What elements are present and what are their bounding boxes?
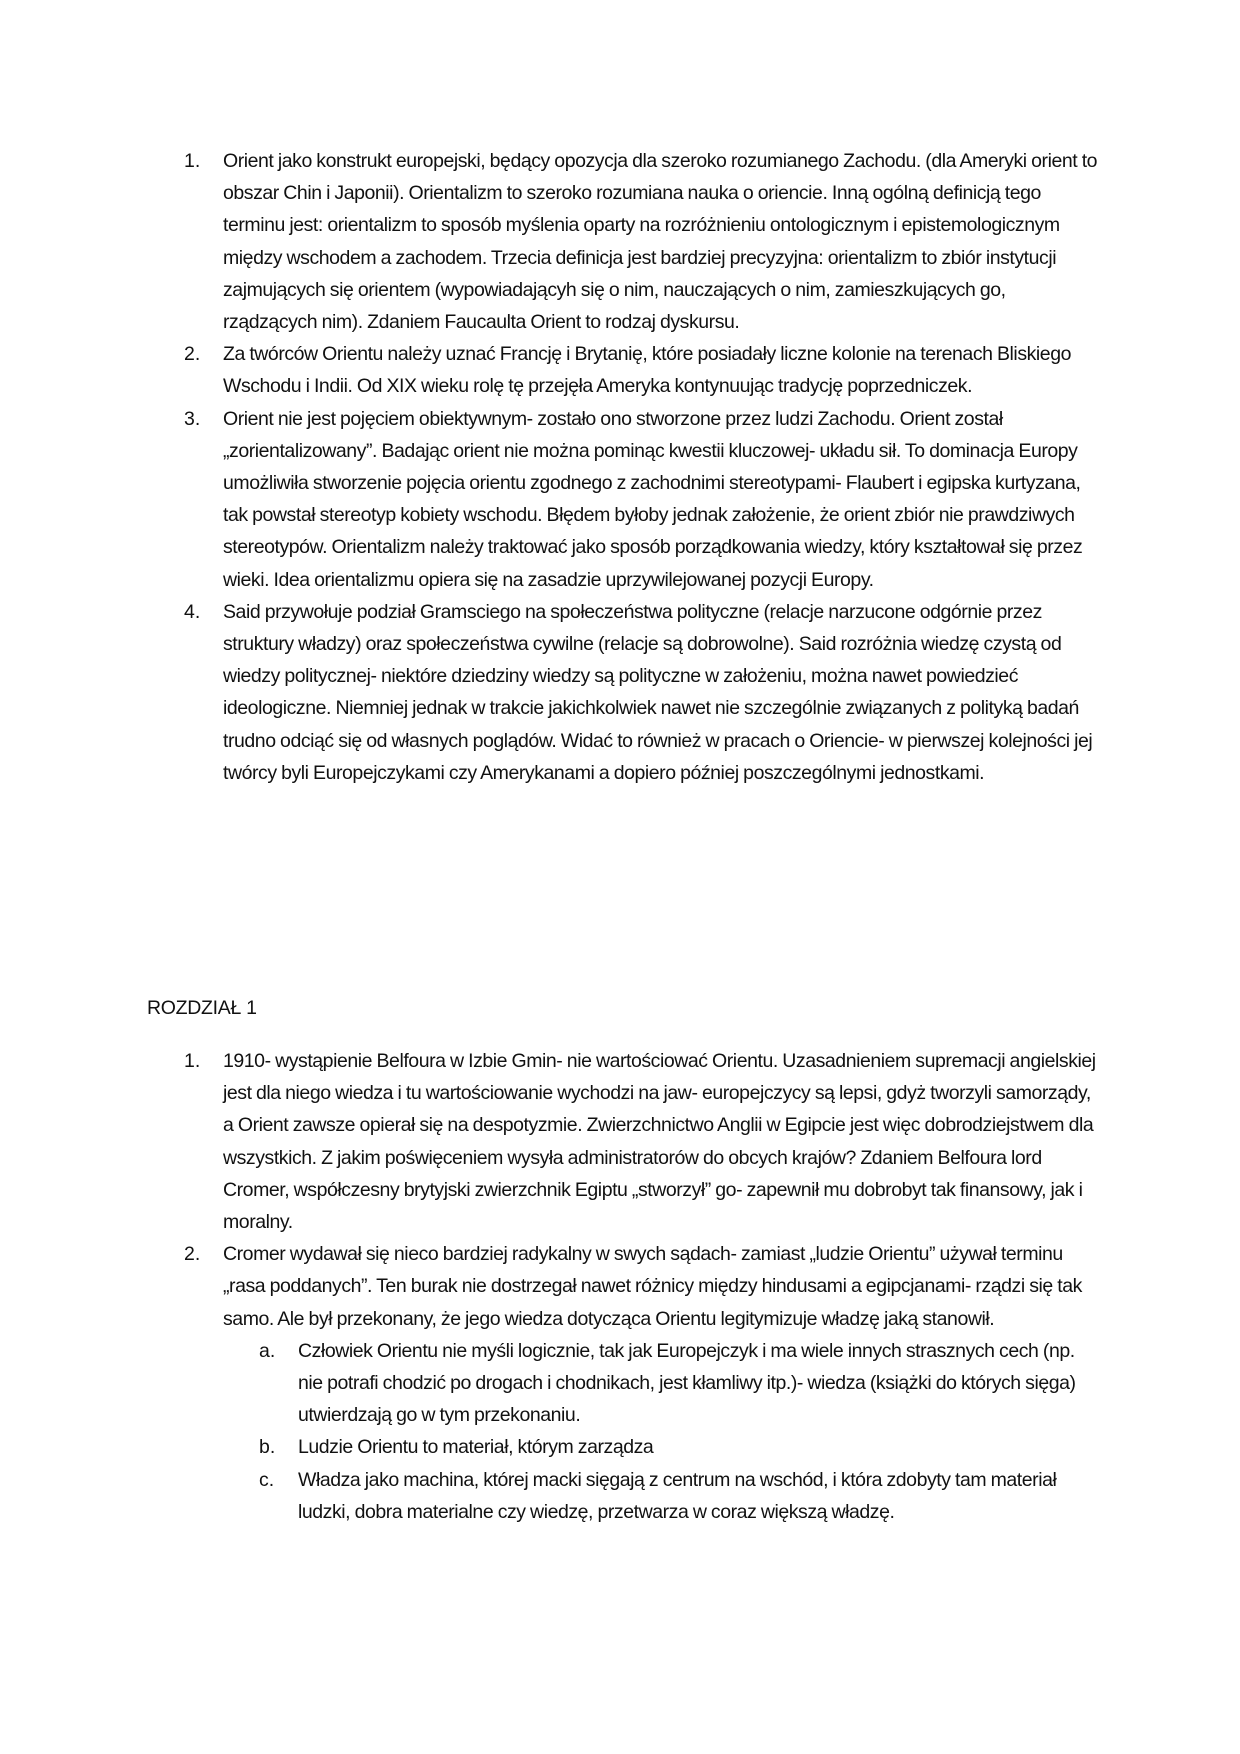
sublist-item-text: Człowiek Orientu nie myśli logicznie, tak jak Europejczyk i ma wiele innych strasznych cech (np. nie potrafi chodzić po drogach i chodnikach, jest kłamliwy itp.)- wiedza (książki do których sięga) utwierdzają go w tym przekonaniu. [298, 1339, 1076, 1427]
sublist-marker: b. [259, 1436, 276, 1459]
list-marker: 1. [184, 150, 201, 172]
list-item-text: Said przywołuje podział Gramsciego na społeczeństwa polityczne (relacje narzucone odgórnie przez struktury władzy) oraz społeczeństwa cywilne (relacje są dobrowolne). Said rozróżnia wiedzę czystą od wiedzy politycznej- niektóre dziedziny wiedzy są polityczne w założeniu, można nawet powiedzieć ideologiczne. Niemniej jednak w trakcie jakichkolwiek nawet nie szczególnie związanych z polityką badań trudno odciąć się od własnych poglądów. Widać to również w pracach o Oriencie- w pierwszej kolejności jej twórcy byli Europejczykami czy Amerykanami a dopiero później poszczególnymi jednostkami. [223, 600, 1093, 784]
intro-numbered-list [0, 145, 1240, 789]
list-marker: 1. [184, 1050, 201, 1072]
chapter-lettered-sublist [0, 1335, 1240, 1528]
list-item-text: Orient jako konstrukt europejski, będący opozycja dla szeroko rozumianego Zachodu. (dla Ameryki orient to obszar Chin i Japonii). Orientalizm to szeroko rozumiana nauka o oriencie. Inną ogólną definicją tego terminu jest: orientalizm to sposób myślenia oparty na rozróżnieniu ontologicznym i epistemologicznym między wschodem a zachodem. Trzecia definicja jest bardziej precyzyjna: orientalizm to zbiór instytucji zajmujących się orientem (wypowiadającyh się o nim, nauczających o nim, zamieszkujących go, rządzących nim). Zdaniem Faucaulta Orient to rodzaj dyskursu. [223, 150, 1098, 334]
sublist-item-text: Ludzie Orientu to materiał, którym zarządza [298, 1436, 654, 1459]
list-marker: 3. [184, 407, 201, 430]
list-item [0, 145, 1240, 338]
sublist-item [0, 1335, 1240, 1432]
list-marker: 2. [184, 343, 201, 366]
list-item [0, 338, 1240, 402]
sublist-item [0, 1464, 1240, 1528]
chapter-numbered-list [0, 1045, 1240, 1528]
list-item-text: 1910- wystąpienie Belfoura w Izbie Gmin- nie wartościować Orientu. Uzasadnieniem supremacji angielskiej jest dla niego wiedza i tu wartościowanie wychodzi na jaw- europejczycy są lepsi, gdyż tworzyli samorządy, a Orient zawsze opierał się na despotyzmie. Zwierzchnictwo Anglii w Egipcie jest więc dobrodziejstwem dla wszystkich. Z jakim poświęceniem wysyła administratorów do obcych krajów? Zdaniem Belfoura lord Cromer, współczesny brytyjski zwierzchnik Egiptu „stworzył” go- zapewnił mu dobrobyt tak finansowy, jak i moralny. [223, 1050, 1096, 1234]
list-marker: 2. [184, 1243, 201, 1266]
list-item [0, 403, 1240, 596]
sublist-marker: c. [259, 1468, 275, 1491]
sublist-marker: a. [259, 1339, 276, 1362]
chapter-heading: ROZDZIAŁ 1 [147, 997, 257, 1019]
sublist-item [0, 1431, 1240, 1463]
list-item-text: Za twórców Orientu należy uznać Francję i Brytanię, które posiadały liczne kolonie na terenach Bliskiego Wschodu i Indii. Od XIX wieku rolę tę przejęła Ameryka kontynuując tradycję poprzedniczek. [223, 343, 1071, 398]
list-item [0, 596, 1240, 789]
list-item [0, 1045, 1240, 1238]
list-item [0, 1238, 1240, 1335]
list-item-text: Cromer wydawał się nieco bardziej radykalny w swych sądach- zamiast „ludzie Orientu” używał terminu „rasa poddanych”. Ten burak nie dostrzegał nawet różnicy między hindusami a egipcjanami- rządzi się tak samo. Ale był przekonany, że jego wiedza dotycząca Orientu legitymizuje władzę jaką stanowił. [223, 1243, 1082, 1330]
list-item-text: Orient nie jest pojęciem obiektywnym- zostało ono stworzone przez ludzi Zachodu. Orient został „zorientalizowany”. Badając orient nie można pominąc kwestii kluczowej- układu sił. To dominacja Europy umożliwiła stworzenie pojęcia orientu zgodnego z zachodnimi stereotypami- Flaubert i egipska kurtyzana, tak powstał stereotyp kobiety wschodu. Błędem byłoby jednak założenie, że orient zbiór nie prawdziwych stereotypów. Orientalizm należy traktować jako sposób porządkowania wiedzy, który kształtował się przez wieki. Idea orientalizmu opiera się na zasadzie uprzywilejowanej pozycji Europy. [223, 407, 1083, 591]
sublist-item-text: Władza jako machina, której macki sięgają z centrum na wschód, i która zdobyty tam materiał ludzki, dobra materialne czy wiedzę, przetwarza w coraz większą władzę. [298, 1468, 1057, 1523]
list-marker: 4. [184, 600, 201, 623]
